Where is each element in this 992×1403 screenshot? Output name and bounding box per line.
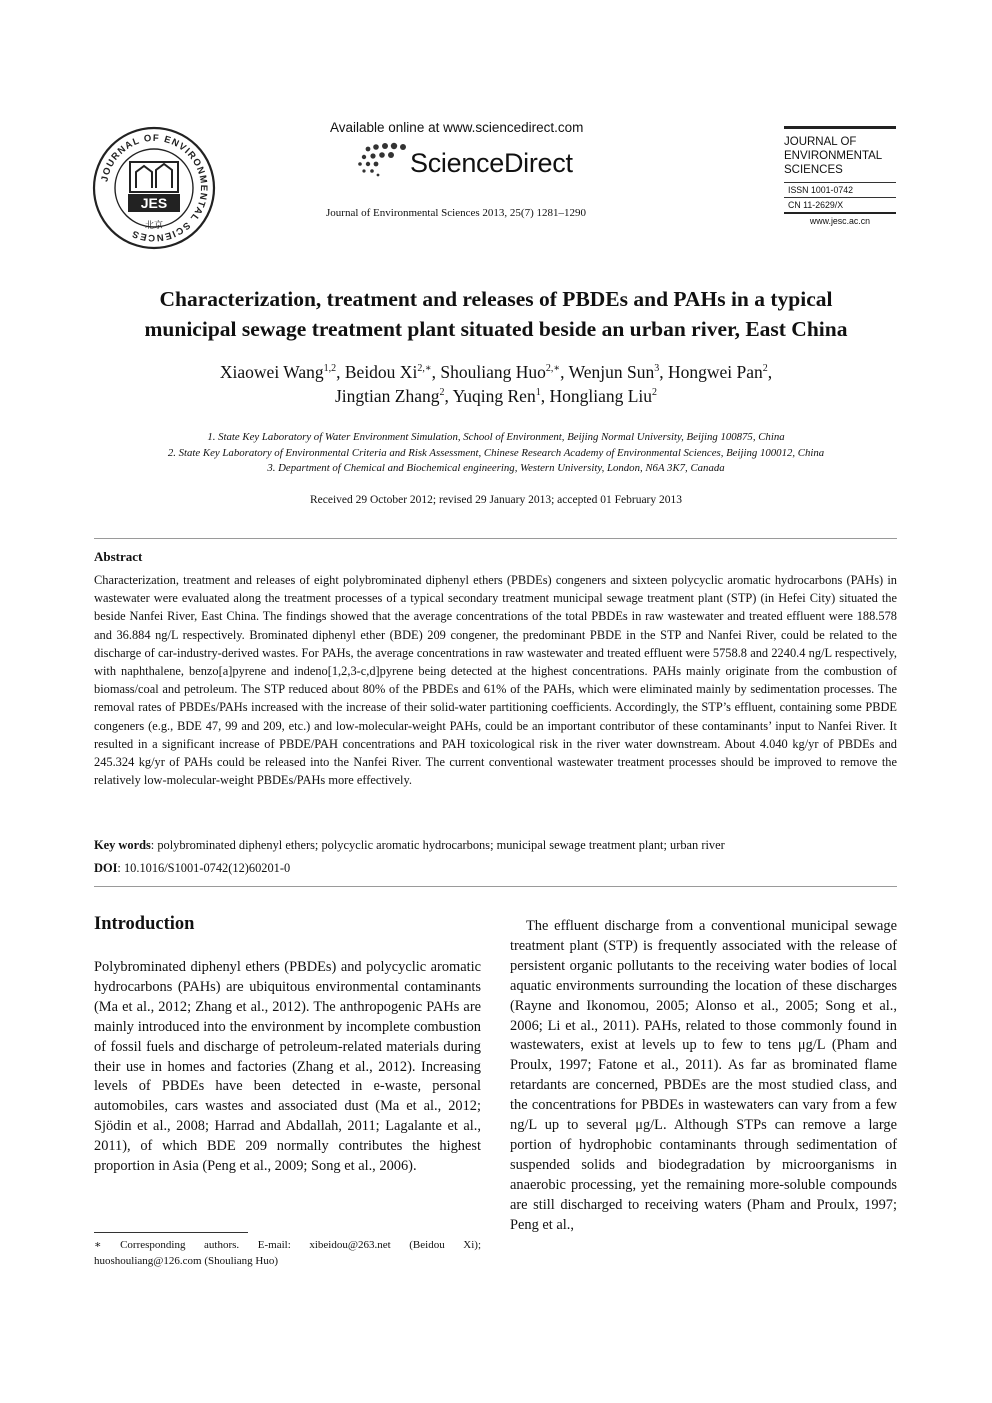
keywords-label: Key words <box>94 838 151 852</box>
intro-right-column: The effluent discharge from a conventional municipal sewage treatment plant (STP) is frequently associated with the release of persistent organic pollutants to the receiving water bodies of local aquatic environments surrounding the location of these discharges (Rayne and Ikonomou, 2005; Alonso et al., 2005; Song et al., 2006; Li et al., 2011). PAHs, related to those commonly found in wastewaters, exist at levels up to few to tens μg/L (Pham and Proulx, 1997; Fatone et al., 2011). As far as brominated flame retardants are concerned, PBDEs are the most studied class, and the concentrations for PBDEs in wastewaters can vary from a few ng/L up to several μg/L. Although STPs can remove a large portion of hydrophobic contaminants through sedimentation of suspended solids and biodegradation by microorganisms in anaerobic processing, yet the remaining more-soluble compounds are still discharged to receiving waters (Pham and Proulx, 1997; Peng et al., <box>510 918 897 1233</box>
doi-label: DOI <box>94 861 118 875</box>
author-l1-name-1: Beidou Xi <box>344 362 418 382</box>
article-title-line-2: municipal sewage treatment plant situated beside an urban river, East China <box>144 317 848 341</box>
journal-citation: Journal of Environmental Sciences 2013, 25(7) 1281–1290 <box>326 207 586 219</box>
author-l2-affil-sup-0: 2 <box>439 387 445 398</box>
author-list <box>60 360 932 408</box>
journal-name-line-2: ENVIRONMENTAL <box>784 150 883 162</box>
journal-info-box <box>784 126 896 226</box>
author-l2-name-1: Yuqing Ren <box>452 386 536 406</box>
author-l2-name-2: Hongliang Liu <box>549 386 653 406</box>
author-l1-sep-4: , <box>767 362 773 382</box>
journal-website-link[interactable]: www.jesc.ac.cn <box>784 212 896 226</box>
keywords <box>94 838 897 853</box>
affiliations <box>80 430 912 477</box>
author-l1-name-3: Wenjun Sun <box>568 362 655 382</box>
author-l1-sep-3: , <box>659 362 668 382</box>
journal-name-line-1: JOURNAL OF <box>784 136 857 148</box>
author-l1-affil-sup-3: 3 <box>654 363 660 374</box>
journal-name <box>784 135 896 177</box>
intro-left-column: Polybrominated diphenyl ethers (PBDEs) and polycyclic aromatic hydrocarbons (PAHs) are ubiquitous environmental contaminants (Ma et al., 2012; Zhang et al., 2012). The anthropogenic PAHs are mainly introduced into the environment by incomplete combustion of fossil fuels and discharge of petroleum-related materials during their use in homes and factories (Zhang et al., 2012). Increasing levels of PBDEs have been detected in e-waste, personal automobiles, cars wastes and associated dust (Ma et al., 2012; Sjödin et al., 2008; Harrad and Abdallah, 2011; Lagalante et al., 2011), of which BDE 209 normally contributes the highest proportion in Asia (Peng et al., 2009; Song et al., 2006). <box>94 959 481 1175</box>
logo-abbrev: JES <box>140 195 168 211</box>
author-l2-affil-sup-2: 2 <box>652 387 658 398</box>
journal-cn: CN 11-2629/X <box>784 197 896 210</box>
author-line-1 <box>60 360 932 384</box>
author-l1-sep-1: , <box>431 362 441 382</box>
doi-link[interactable]: : 10.1016/S1001-0742(12)60201-0 <box>117 861 291 875</box>
publisher-name: ScienceDirect <box>410 148 573 178</box>
affiliation-1: 1. State Key Laboratory of Water Environment Simulation, School of Environment, Beijing Normal University, Beijing 100875, China <box>207 431 785 443</box>
journal-box-top-rule <box>784 126 896 129</box>
journal-logo <box>92 126 216 250</box>
logo-bottom-text: 北京 <box>144 220 164 230</box>
author-l1-affil-sup-1: 2,∗ <box>417 363 432 374</box>
footnote-rule <box>94 1232 248 1233</box>
affiliation-3: 3. Department of Chemical and Biochemical engineering, Western University, London, N6A 3K7, Canada <box>267 462 725 474</box>
received-dates: Received 29 October 2012; revised 29 January 2013; accepted 01 February 2013 <box>309 494 683 506</box>
author-l2-name-0: Jingtian Zhang <box>334 386 440 406</box>
divider-bottom <box>94 886 897 887</box>
divider-top <box>94 538 897 539</box>
abstract-text: Characterization, treatment and releases of eight polybrominated diphenyl ethers (PBDEs) congeners and sixteen polycyclic aromatic hydrocarbons (PAHs) in wastewater were evaluated along the treatment processes of a typical secondary treatment municipal sewage treatment plant (STP) (in Hefei City) situated the beside Nanfei River, East China. The findings showed that the average concentrations of the total PBDEs in raw wastewater and treated effluent were 188.578 and 36.884 ng/L respectively. Brominated diphenyl ether (BDE) 209 congener, the predominant PBDE in the STP and Nanfei River, could be related to the discharge of car-industry-derived wastes. For PAHs, the average concentrations in raw wastewater and treated effluent were 5758.8 and 2240.4 ng/L respectively, with naphthalene, benzo[a]pyrene and indeno[1,2,3-c,d]pyrene being detected at the highest concentrations. PAHs mainly originate from the combustion of biomass/coal and petroleum. The STP reduced about 80% of the PBDEs and 61% of the PAHs, which were eliminated mainly by sedimentation processes. The removal rates of PBDEs/PAHs increased with the increase of their solid-water partitioning coefficients. Accordingly, the STP’s effluent, containing some PBDE congeners (e.g., BDE 47, 99 and 209, etc.) and low-molecular-weight PAHs, could be an important contributor of these contaminants’ input to Nanfei River. It resulted in a significant increase of PBDE/PAH concentrations and PAH toxicological risk in the river water downstream. About 4.040 kg/yr of PBDEs and 245.324 kg/yr of PAHs could be released into the Nanfei River. The current conventional wastewater treatment processes should be improved to remove the relatively low-molecular-weight PBDEs/PAHs more effectively. <box>94 573 897 788</box>
author-l1-name-2: Shouliang Huo <box>440 362 546 382</box>
logo-ring-text: JOURNAL OF ENVIRONMENTAL SCIENCES <box>99 132 210 244</box>
corresponding-author-footnote: ∗ Corresponding authors. E-mail: xibeidou@263.net (Beidou Xi); huoshouliang@126.com (Shouliang Huo) <box>94 1239 481 1267</box>
affiliation-2: 2. State Key Laboratory of Environmental Criteria and Risk Assessment, Chinese Research Academy of Environmental Sciences, Beijing 100012, China <box>167 446 825 459</box>
author-l1-affil-sup-0: 1,2 <box>323 363 337 374</box>
abstract-heading: Abstract <box>94 549 143 564</box>
author-l1-affil-sup-4: 2 <box>762 363 768 374</box>
author-l2-affil-sup-1: 1 <box>535 387 541 398</box>
author-l1-sep-0: , <box>336 362 345 382</box>
author-l2-sep-1: , <box>540 386 550 406</box>
author-l1-affil-sup-2: 2,∗ <box>545 363 561 374</box>
available-online-text: Available online at www.sciencedirect.com <box>330 120 584 135</box>
author-line-2 <box>60 384 932 408</box>
article-title-line-1: Characterization, treatment and releases of PBDEs and PAHs in a typical <box>159 287 833 311</box>
author-l1-sep-2: , <box>560 362 569 382</box>
author-l1-name-4: Hongwei Pan <box>667 362 763 382</box>
article-title <box>60 284 932 344</box>
journal-issn: ISSN 1001-0742 <box>784 182 896 195</box>
introduction-heading: Introduction <box>94 914 195 934</box>
author-l2-sep-0: , <box>444 386 453 406</box>
doi <box>94 861 897 876</box>
journal-name-line-3: SCIENCES <box>784 164 843 176</box>
sciencedirect-logo-icon <box>354 140 414 180</box>
author-l1-name-0: Xiaowei Wang <box>219 362 324 382</box>
keywords-text: : polybrominated diphenyl ethers; polycyclic aromatic hydrocarbons; municipal sewage treatment plant; urban river <box>150 838 725 852</box>
